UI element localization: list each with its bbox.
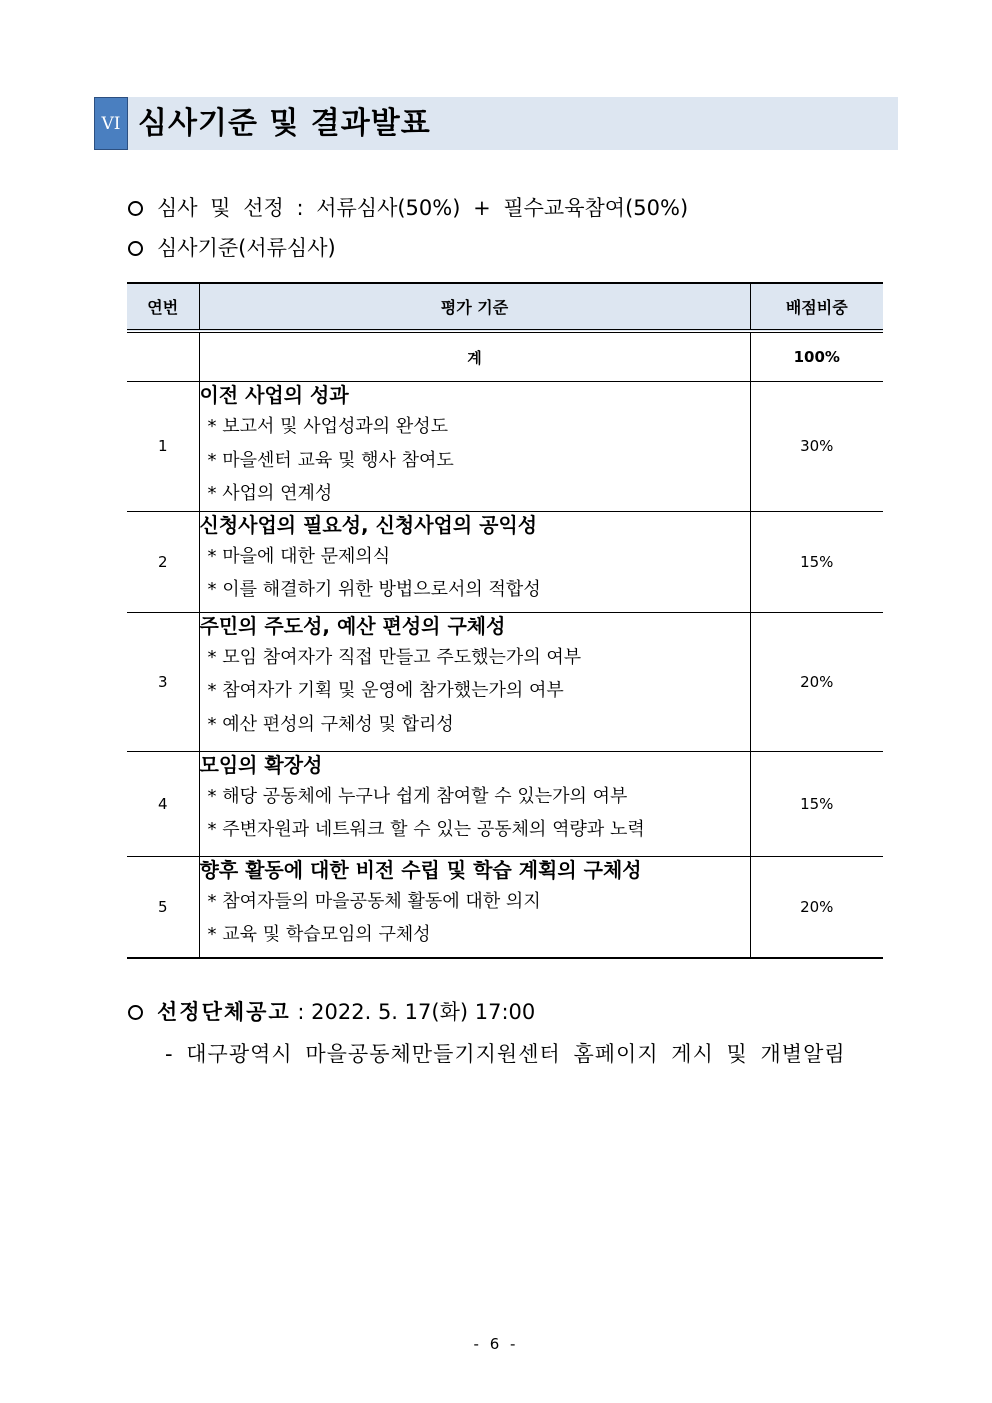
criteria-title: 모임의 확장성 xyxy=(199,752,323,777)
announcement-date: : 2022. 5. 17(화) 17:00 xyxy=(290,1000,536,1024)
table-row xyxy=(127,856,883,958)
row-weight: 20% xyxy=(750,612,883,751)
total-row xyxy=(127,331,883,382)
criteria-item: * 마을센터 교육 및 행사 참여도 xyxy=(207,449,454,471)
criteria-item: * 보고서 및 사업성과의 완성도 xyxy=(207,416,449,437)
total-empty-cell xyxy=(127,331,199,382)
table-row xyxy=(127,612,883,751)
row-number: 4 xyxy=(127,751,199,856)
row-number: 2 xyxy=(127,511,199,612)
criteria-item: * 이를 해결하기 위한 방법으로서의 적합성 xyxy=(207,579,541,600)
row-weight: 15% xyxy=(750,511,883,612)
row-weight: 20% xyxy=(750,856,883,958)
row-number: 3 xyxy=(127,612,199,751)
row-number: 1 xyxy=(127,382,199,512)
criteria-item: * 마을에 대한 문제의식 xyxy=(207,545,391,567)
criteria-item: * 교육 및 학습모임의 구체성 xyxy=(207,924,431,945)
bullet-screening xyxy=(128,193,688,223)
row-criteria xyxy=(199,856,750,958)
criteria-table xyxy=(127,282,883,959)
criteria-item: * 참여자들의 마을공동체 활동에 대한 의지 xyxy=(207,890,541,912)
section-number-badge: VI xyxy=(94,97,128,150)
criteria-item: * 해당 공동체에 누구나 쉽게 참여할 수 있는가의 여부 xyxy=(207,785,628,807)
row-weight: 15% xyxy=(750,751,883,856)
announcement-label: 선정단체공고 xyxy=(157,1000,291,1024)
criteria-item: * 사업의 연계성 xyxy=(207,483,333,504)
criteria-item: * 참여자가 기획 및 운영에 참가했는가의 여부 xyxy=(207,680,564,701)
criteria-title: 이전 사업의 성과 xyxy=(199,383,349,407)
page-number: - 6 - xyxy=(473,1335,519,1353)
row-weight: 30% xyxy=(750,382,883,512)
row-criteria xyxy=(199,382,750,512)
row-criteria xyxy=(199,612,750,751)
table-row xyxy=(127,382,883,512)
row-criteria xyxy=(199,511,750,612)
criteria-item: * 모임 참여자가 직접 만들고 주도했는가의 여부 xyxy=(207,646,582,668)
criteria-item: * 주변자원과 네트워크 할 수 있는 공동체의 역량과 노력 xyxy=(207,819,645,840)
header-weight: 배점비중 xyxy=(750,283,883,331)
circle-bullet-icon xyxy=(128,201,143,216)
criteria-title: 향후 활동에 대한 비전 수립 및 학습 계획의 구체성 xyxy=(199,857,642,882)
announcement-line xyxy=(128,997,535,1027)
total-value: 100% xyxy=(750,331,883,382)
circle-bullet-icon xyxy=(128,1005,143,1020)
table-row xyxy=(127,511,883,612)
announcement-detail: - 대구광역시 마을공동체만들기지원센터 홈페이지 게시 및 개별알림 xyxy=(165,1042,846,1066)
table-row xyxy=(127,751,883,856)
header-no: 연번 xyxy=(127,283,199,331)
row-number: 5 xyxy=(127,856,199,958)
header-criteria: 평가 기준 xyxy=(199,283,750,331)
circle-bullet-icon xyxy=(128,241,143,256)
bullet-criteria xyxy=(128,233,336,263)
criteria-title: 주민의 주도성, 예산 편성의 구체성 xyxy=(199,613,506,638)
criteria-item: * 예산 편성의 구체성 및 합리성 xyxy=(207,713,454,735)
bullet-text: 심사 및 선정 : 서류심사(50%) + 필수교육참여(50%) xyxy=(157,196,689,220)
section-title: 심사기준 및 결과발표 xyxy=(138,106,431,141)
bullet-text: 심사기준(서류심사) xyxy=(157,236,336,260)
total-label: 계 xyxy=(199,331,750,382)
row-criteria xyxy=(199,751,750,856)
criteria-title: 신청사업의 필요성, 신청사업의 공익성 xyxy=(199,512,538,537)
table-header-row xyxy=(127,283,883,331)
